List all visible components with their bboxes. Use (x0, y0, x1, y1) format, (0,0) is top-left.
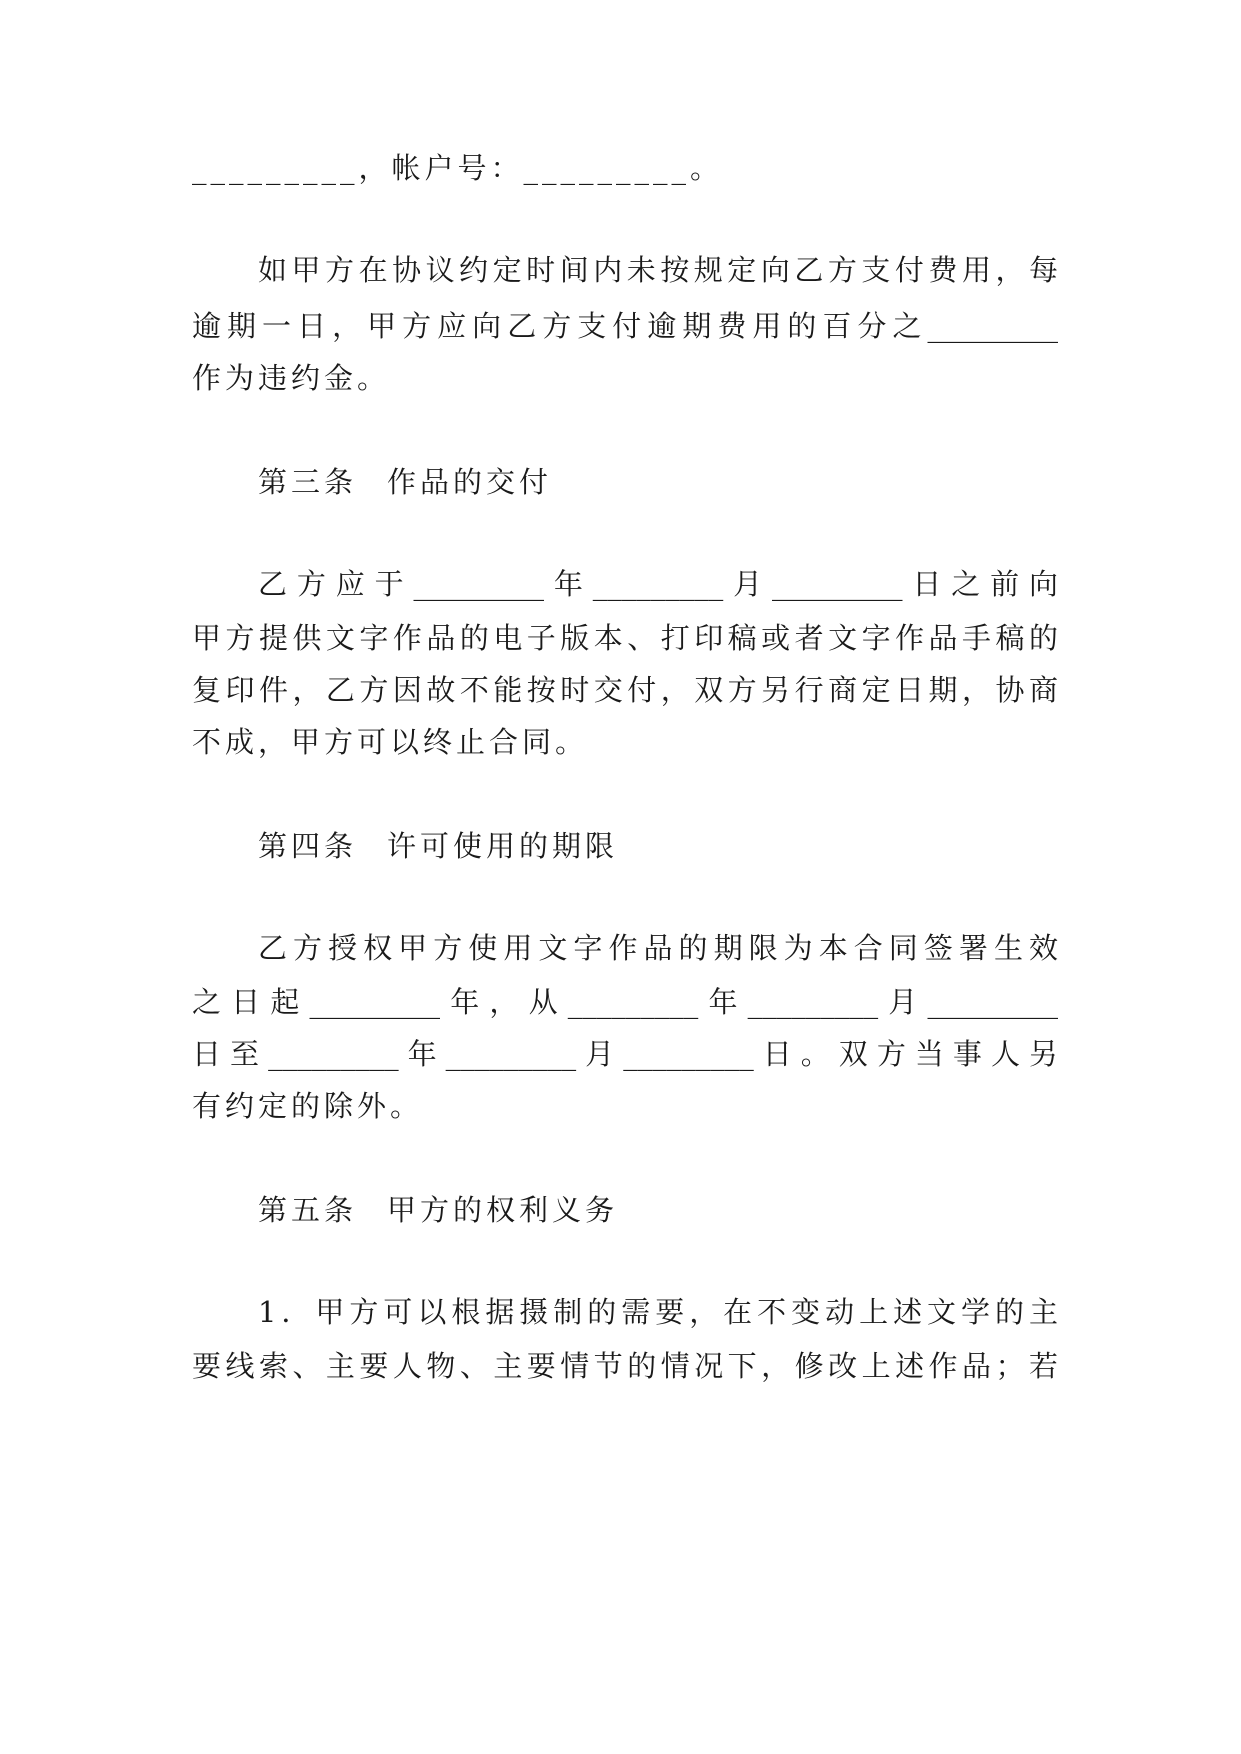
paragraph-term-line-4: 有约定的除外。 (192, 1089, 424, 1123)
paragraph-rights-line-1: 1．甲方可以根据摄制的需要，在不变动上述文学的主 (258, 1295, 1058, 1329)
article-4-number: 第四条 (258, 829, 358, 863)
paragraph-delivery-line-4: 不成，甲方可以终止合同。 (192, 725, 589, 759)
paragraph-account-line: _________，帐户号：_________。 (192, 151, 724, 185)
paragraph-term-line-2: 之日起_________年，从_________年_________月_________ (192, 985, 1058, 1019)
paragraph-late-payment-line-1: 如甲方在协议约定时间内未按规定向乙方支付费用，每 (258, 253, 1058, 287)
paragraph-term-line-1: 乙方授权甲方使用文字作品的期限为本合同签署生效 (258, 931, 1058, 965)
article-3-number: 第三条 (258, 465, 358, 499)
paragraph-late-payment-line-2: 逾期一日，甲方应向乙方支付逾期费用的百分之_________ (192, 309, 1058, 343)
paragraph-term-line-3: 日至_________年_________月_________日。双方当事人另 (192, 1037, 1058, 1071)
paragraph-delivery-line-1: 乙方应于_________年_________月_________日之前向 (258, 567, 1058, 601)
article-4-title: 许可使用的期限 (387, 829, 619, 863)
article-5-title: 甲方的权利义务 (387, 1193, 619, 1227)
paragraph-late-payment-line-3: 作为违约金。 (192, 361, 391, 395)
article-3-title: 作品的交付 (387, 465, 553, 499)
paragraph-delivery-line-3: 复印件，乙方因故不能按时交付，双方另行商定日期，协商 (192, 673, 1058, 707)
article-5-number: 第五条 (258, 1193, 358, 1227)
article-5-heading (258, 1190, 1058, 1230)
article-4-heading (258, 826, 1058, 866)
paragraph-rights-line-2: 要线索、主要人物、主要情节的情况下，修改上述作品；若 (192, 1349, 1058, 1383)
paragraph-delivery-line-2: 甲方提供文字作品的电子版本、打印稿或者文字作品手稿的 (192, 621, 1058, 655)
article-3-heading (258, 462, 1058, 502)
